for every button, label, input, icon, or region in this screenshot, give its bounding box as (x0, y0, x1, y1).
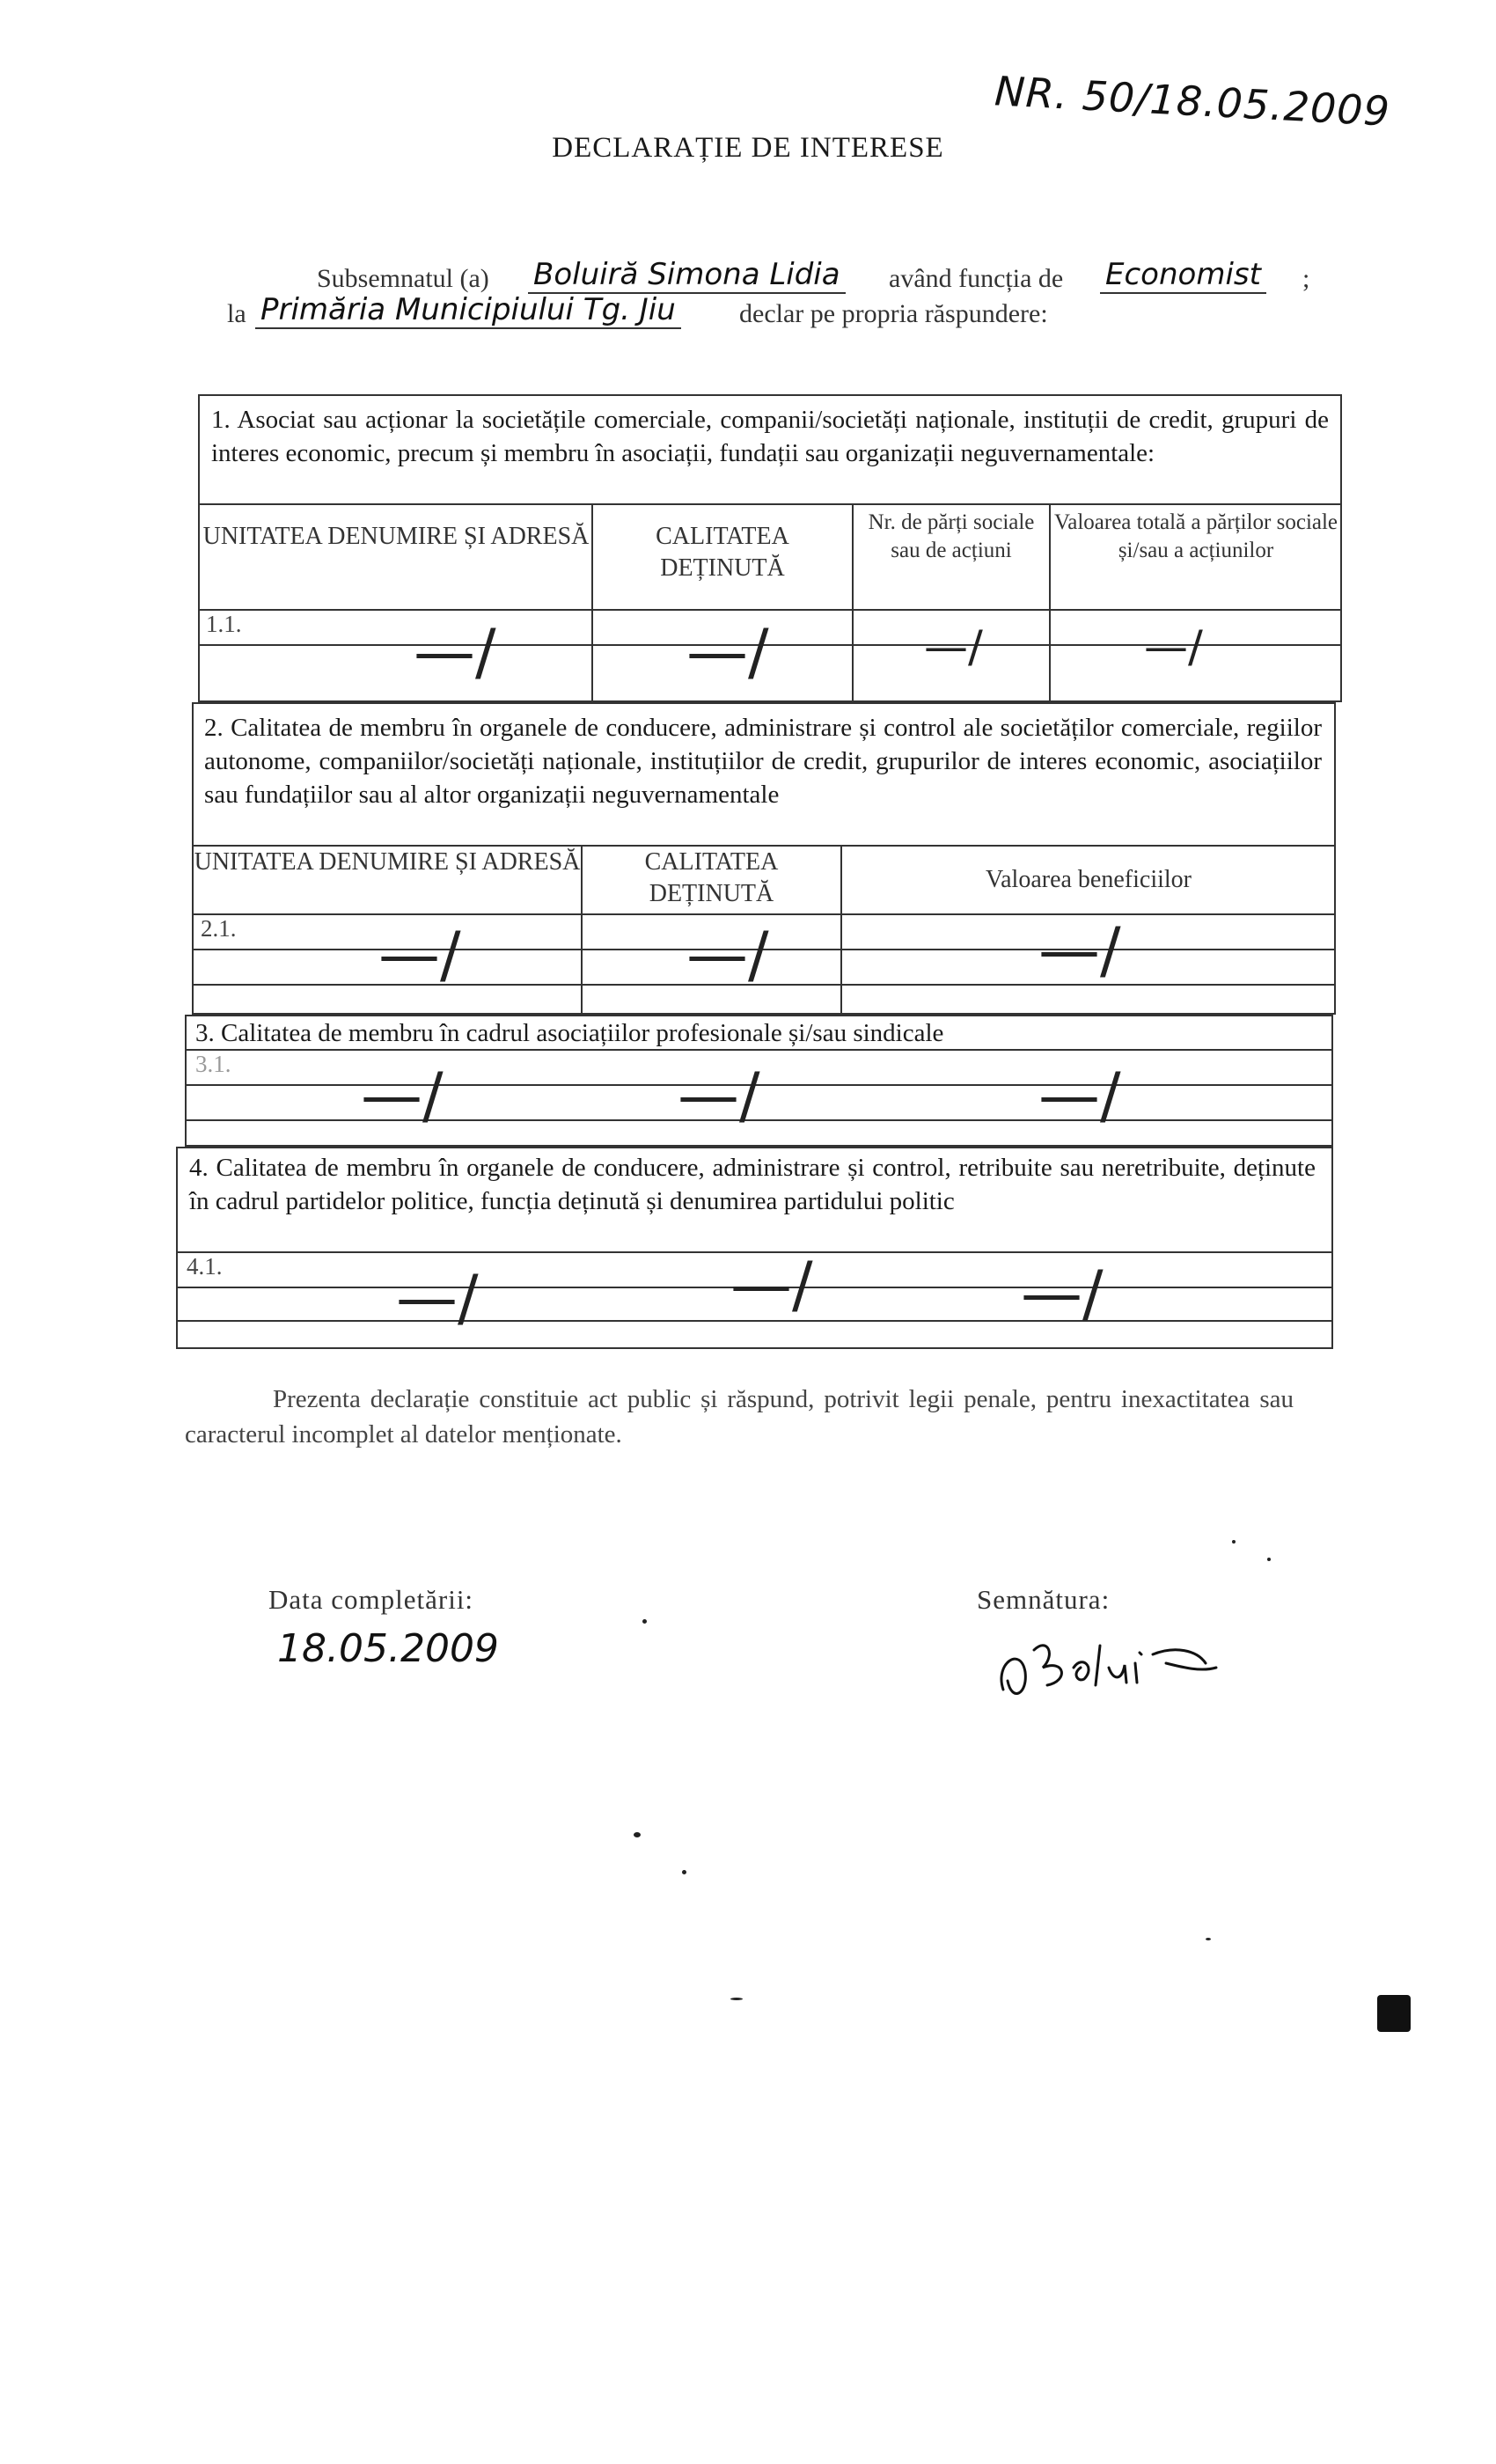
s1-row-label: 1.1. (206, 611, 242, 637)
registration-number: NR. 50/18.05.2009 (993, 67, 1392, 136)
section-3-text: 3. Calitatea de membru în cadrul asociațiilor profesionale și/sau sindicale (195, 1019, 944, 1047)
s3-row-label: 3.1. (195, 1051, 231, 1077)
s2-row-label: 2.1. (201, 915, 237, 942)
la-label: la (227, 299, 246, 328)
s1-dash-2: —/ (686, 616, 769, 688)
s3-dash-2: —/ (678, 1060, 760, 1132)
s1-header-calitatea: CALITATEA DEȚINUTĂ (656, 523, 789, 582)
s4-row-label: 4.1. (187, 1253, 223, 1280)
s2-header-unitatea: UNITATEA DENUMIRE ȘI ADRESĂ (194, 848, 581, 876)
s1-dash-3: —/ (924, 621, 983, 672)
s4-dash-3: —/ (1021, 1258, 1104, 1330)
s2-header-valoarea: Valoarea beneficiilor (986, 866, 1192, 893)
section-1-text: 1. Asociat sau acționar la societățile comerciale, companii/societăți naționale, instituții de credit, grupuri de interes economic, precum și membru în asociații, fundații sau organizații neguvernamentale: (211, 406, 1329, 467)
date-label: Data completării: (268, 1584, 474, 1615)
declarant-function: Economist (1100, 257, 1266, 294)
date-value: 18.05.2009 (277, 1626, 499, 1671)
s1-header-valoarea: Valoarea totală a părților sociale și/sau a acțiunilor (1053, 510, 1338, 562)
s2-dash-1: —/ (378, 919, 461, 991)
s1-header-nr-parti: Nr. de părți sociale sau de acțiuni (868, 510, 1035, 562)
s2-dash-2: —/ (686, 919, 769, 991)
declarant-name: Boluiră Simona Lidia (528, 257, 846, 294)
institution-name: Primăria Municipiului Tg. Jiu (255, 292, 681, 329)
document-title: DECLARAȚIE DE INTERESE (552, 132, 944, 164)
section-2-text: 2. Calitatea de membru în organele de conducere, administrare și control ale societăților comerciale, regiilor autonome, companiilor/societăți naționale, instituțiilor de credit, grupurilor de interes economic, asociațiilor sau fundațiilor sau al altor organizații neguvernamentale (204, 714, 1322, 809)
signature-label: Semnătura: (977, 1584, 1111, 1615)
signature (986, 1619, 1232, 1720)
section-4-text: 4. Calitatea de membru în organele de conducere, administrare și control, retribuite sau neretribuite, deținute în cadrul partidelor politice, funcția deținută și denumirea partidului politic (189, 1154, 1316, 1215)
legal-statement: Prezenta declarație constituie act public și răspund, potrivit legii penale, pentru inexactitatea sau caracterul incomplet al datelor menționate. (185, 1385, 1294, 1448)
s3-dash-1: —/ (361, 1060, 444, 1132)
s2-header-calitatea: CALITATEA DEȚINUTĂ (644, 848, 779, 907)
s4-dash-1: —/ (396, 1262, 479, 1334)
binder-hole-mark (1377, 1995, 1411, 2032)
s1-dash-1: —/ (414, 616, 496, 688)
function-label: având funcția de (889, 264, 1064, 293)
s1-dash-4: —/ (1144, 621, 1203, 672)
declar-label: declar pe propria răspundere: (739, 299, 1048, 328)
s4-dash-2: —/ (730, 1249, 813, 1321)
subsemnatul-label: Subsemnatul (a) (317, 264, 489, 293)
s1-header-unitatea: UNITATEA DENUMIRE ȘI ADRESĂ (202, 523, 590, 550)
s3-dash-3: —/ (1038, 1060, 1121, 1132)
s2-dash-3: —/ (1038, 914, 1121, 986)
